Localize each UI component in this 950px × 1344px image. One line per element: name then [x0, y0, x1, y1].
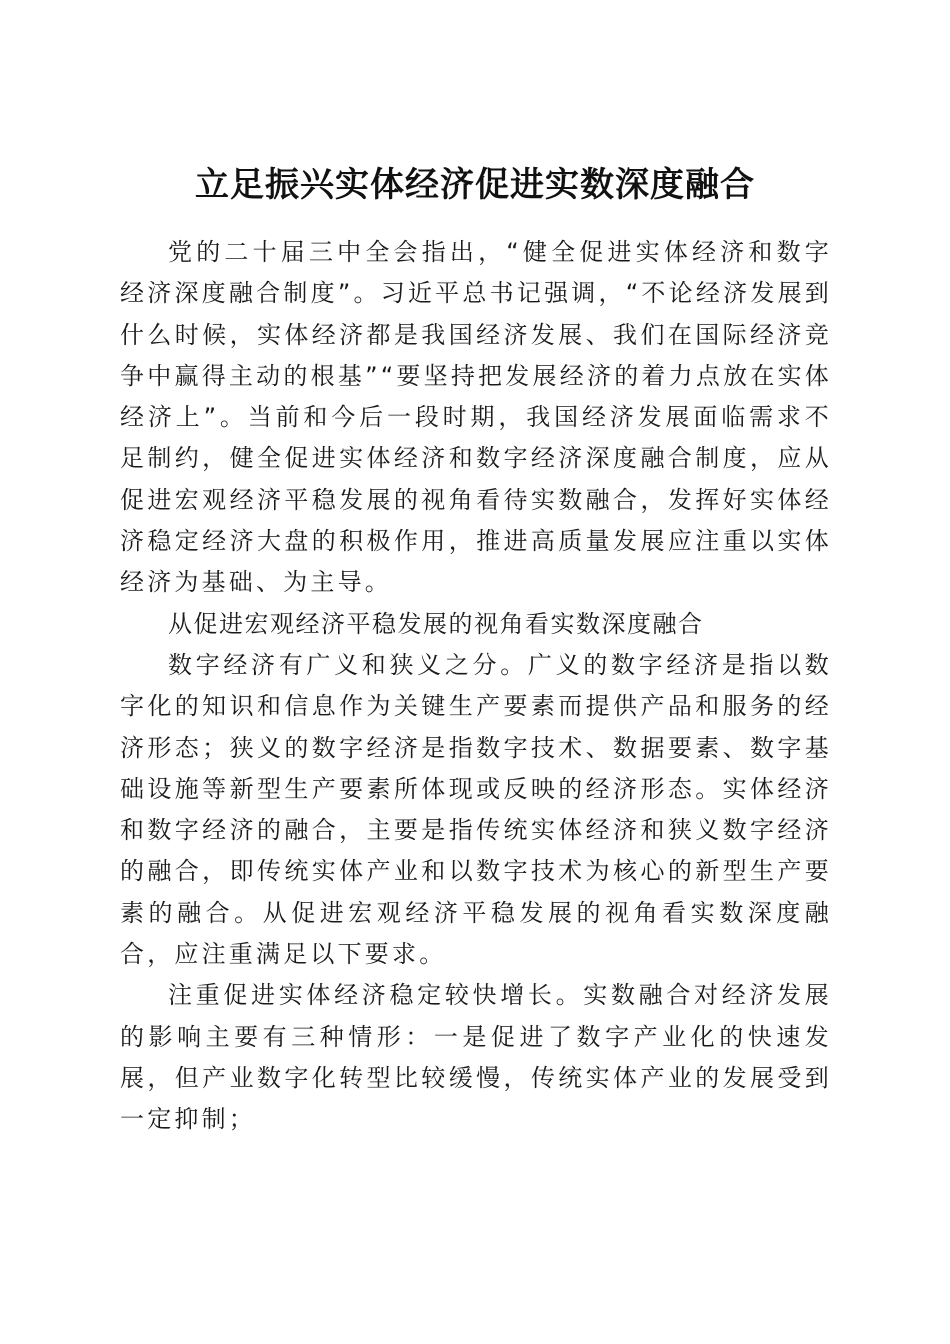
paragraph-growth: 注重促进实体经济稳定较快增长。实数融合对经济发展的影响主要有三种情形：一是促进了数字产业化的快速发展，但产业数字化转型比较缓慢，传统实体产业的发展受到一定抑制；	[120, 981, 832, 1134]
section-heading: 从促进宏观经济平稳发展的视角看实数深度融合	[168, 609, 704, 638]
paragraph-intro: 党的二十届三中全会指出，“健全促进实体经济和数字经济深度融合制度”。习近平总书记强调，“不论经济发展到什么时候，实体经济都是我国经济发展、我们在国际经济竞争中赢得主动的根基”“要坚持把发展经济的着力点放在实体经济上”。当前和今后一段时期，我国经济发展面临需求不足制约，健全促进实体经济和数字经济深度融合制度，应从促进宏观经济平稳发展的视角看待实数融合，发挥好实体经济稳定经济大盘的积极作用，推进高质量发展应注重以实体经济为基础、为主导。	[120, 238, 832, 597]
document-title: 立足振兴实体经济促进实数深度融合	[195, 164, 755, 205]
paragraph-definition: 数字经济有广义和狭义之分。广义的数字经济是指以数字化的知识和信息作为关键生产要素而提供产品和服务的经济形态；狭义的数字经济是指数字技术、数据要素、数字基础设施等新型生产要素所体现或反映的经济形态。实体经济和数字经济的融合，主要是指传统实体经济和狭义数字经济的融合，即传统实体产业和以数字技术为核心的新型生产要素的融合。从促进宏观经济平稳发展的视角看实数深度融合，应注重满足以下要求。	[120, 650, 832, 969]
document-body	[120, 232, 832, 1141]
